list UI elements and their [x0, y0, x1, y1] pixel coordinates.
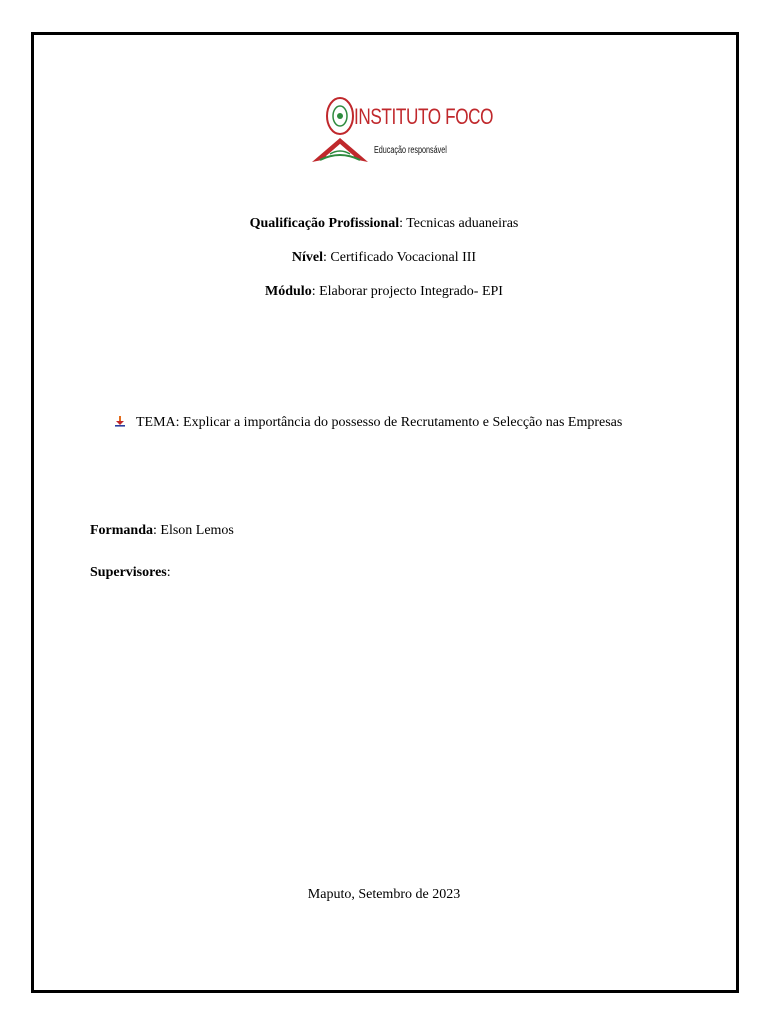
- qualificacao-label: Qualificação Profissional: [249, 216, 400, 231]
- nivel-label: Nível: [291, 250, 324, 265]
- logo-title: INSTITUTO FOCO: [354, 104, 494, 129]
- arrow-bullet-icon: [114, 415, 126, 427]
- page-border: [31, 32, 739, 993]
- place-date: Maputo, Setembro de 2023: [307, 887, 461, 902]
- tema-text: TEMA: Explicar a importância do possesso de Recrutamento e Selecção nas Empresas: [136, 415, 623, 430]
- supervisores-label: Supervisores: [90, 565, 167, 580]
- institute-logo: [306, 94, 494, 174]
- formanda-label: Formanda: [90, 523, 153, 538]
- formanda-value: : Elson Lemos: [153, 523, 234, 538]
- modulo-label: Módulo: [265, 284, 312, 299]
- nivel-value: : Certificado Vocacional III: [323, 250, 477, 265]
- qualificacao-line: [0, 215, 768, 233]
- modulo-value: : Elaborar projecto Integrado- EPI: [311, 284, 503, 299]
- supervisores-line: [90, 564, 171, 582]
- logo-tagline: Educação responsável: [374, 145, 447, 156]
- formanda-line: [90, 522, 234, 540]
- qualificacao-value: : Tecnicas aduaneiras: [399, 216, 519, 231]
- tema-line: [114, 414, 622, 432]
- modulo-line: [0, 283, 768, 301]
- nivel-line: [0, 249, 768, 267]
- supervisores-value: :: [166, 565, 171, 580]
